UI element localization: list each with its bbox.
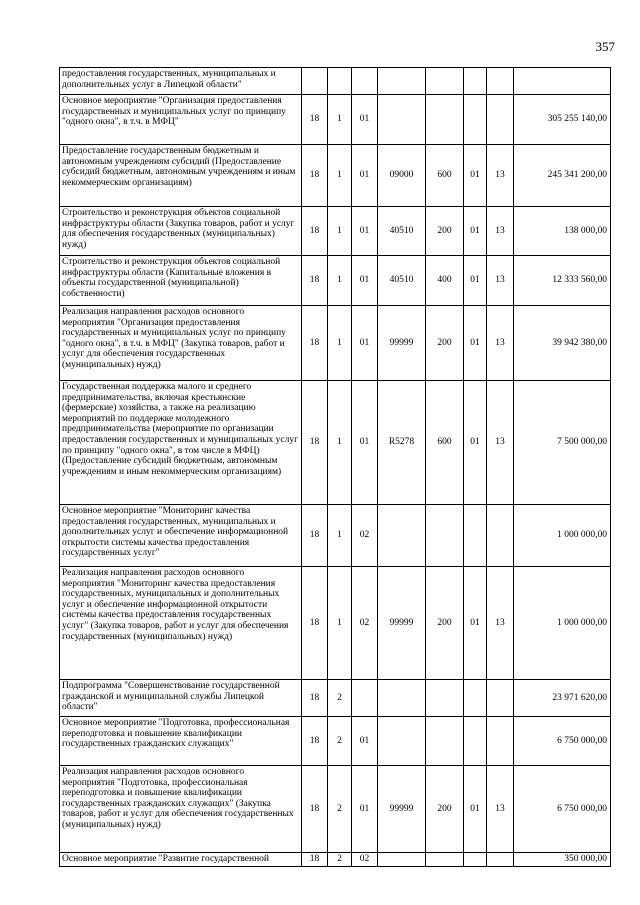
- amount-cell: 245 341 200,00: [514, 145, 611, 207]
- code-1-cell: 18: [302, 567, 328, 680]
- code-4-cell: [378, 95, 426, 145]
- code-4-cell: 40510: [378, 207, 426, 256]
- code-4-cell: [378, 853, 426, 867]
- table-row: [60, 306, 611, 381]
- row-name-cell: Строительство и реконструкция объектов социальной инфраструктуры области (Капитальные вложения в объекты государственной (муниципальной) собственности): [60, 256, 302, 306]
- page-number: 357: [595, 39, 615, 54]
- row-name-cell: Реализация направления расходов основного мероприятия "Мониторинг качества предоставления государственных, муниципальных и дополнительных услуг и обеспечение информационной открытости системы качества предоставления государственных услуг" (Закупка товаров, работ и услуг для обеспечения государственных (муниципальных) нужд): [60, 567, 302, 680]
- code-7-cell: 13: [487, 256, 514, 306]
- code-7-cell: [487, 505, 514, 567]
- code-2-cell: 1: [328, 145, 352, 207]
- code-4-cell: [378, 505, 426, 567]
- code-3-cell: 01: [352, 95, 378, 145]
- code-1-cell: 18: [302, 207, 328, 256]
- table-row: [60, 505, 611, 567]
- budget-table: [59, 67, 611, 867]
- row-name-cell: Реализация направления расходов основного мероприятия "Организация предоставления государственных и муниципальных услуг по принципу "одного окна", в т.ч. в МФЦ" (Закупка товаров, работ и услуг для обеспечения государственных (муниципальных) нужд): [60, 306, 302, 381]
- code-4-cell: [378, 717, 426, 766]
- code-3-cell: 01: [352, 207, 378, 256]
- code-1-cell: 18: [302, 505, 328, 567]
- code-2-cell: 1: [328, 505, 352, 567]
- code-5-cell: 200: [426, 567, 464, 680]
- code-1-cell: [302, 68, 328, 95]
- row-name-cell: Основное мероприятие "Подготовка, профессиональная переподготовка и повышение квалификации государственных гражданских служащих": [60, 717, 302, 766]
- row-name-cell: Реализация направления расходов основного мероприятия "Подготовка, профессиональная переподготовка и повышение квалификации государственных гражданских служащих" (Закупка товаров, работ и услуг для обеспечения государственных (муниципальных) нужд): [60, 766, 302, 853]
- amount-cell: [514, 68, 611, 95]
- code-1-cell: 18: [302, 256, 328, 306]
- code-7-cell: 13: [487, 381, 514, 505]
- code-6-cell: [464, 95, 487, 145]
- code-1-cell: 18: [302, 306, 328, 381]
- amount-cell: 1 000 000,00: [514, 505, 611, 567]
- table-row: [60, 95, 611, 145]
- row-name-cell: Основное мероприятие "Развитие государственной: [60, 853, 302, 867]
- code-2-cell: 1: [328, 95, 352, 145]
- code-5-cell: [426, 853, 464, 867]
- code-3-cell: 01: [352, 381, 378, 505]
- row-name-cell: Основное мероприятие "Мониторинг качества предоставления государственных, муниципальных и дополнительных услуг и обеспечение информационной открытости системы качества предоставления государственных услуг": [60, 505, 302, 567]
- code-6-cell: 01: [464, 381, 487, 505]
- code-3-cell: 02: [352, 853, 378, 867]
- code-2-cell: 2: [328, 717, 352, 766]
- code-2-cell: 2: [328, 853, 352, 867]
- table-body: [60, 68, 611, 867]
- amount-cell: 39 942 380,00: [514, 306, 611, 381]
- code-7-cell: 13: [487, 306, 514, 381]
- code-4-cell: R5278: [378, 381, 426, 505]
- code-7-cell: [487, 95, 514, 145]
- amount-cell: 6 750 000,00: [514, 766, 611, 853]
- code-3-cell: [352, 680, 378, 717]
- code-1-cell: 18: [302, 381, 328, 505]
- code-5-cell: 600: [426, 145, 464, 207]
- code-1-cell: 18: [302, 95, 328, 145]
- code-6-cell: [464, 68, 487, 95]
- code-2-cell: 1: [328, 207, 352, 256]
- code-5-cell: 200: [426, 207, 464, 256]
- code-5-cell: [426, 680, 464, 717]
- code-7-cell: [487, 717, 514, 766]
- table-row: [60, 766, 611, 853]
- row-name-cell: Подпрограмма "Совершенствование государственной гражданской и муниципальной службы Липецкой области": [60, 680, 302, 717]
- code-6-cell: 01: [464, 145, 487, 207]
- row-name-cell: Основное мероприятие "Организация предоставления государственных и муниципальных услуг по принципу "одного окна", в т.ч. в МФЦ": [60, 95, 302, 145]
- code-4-cell: 99999: [378, 567, 426, 680]
- code-2-cell: 1: [328, 306, 352, 381]
- code-3-cell: 01: [352, 145, 378, 207]
- code-2-cell: 2: [328, 680, 352, 717]
- code-3-cell: 01: [352, 306, 378, 381]
- table-row: [60, 567, 611, 680]
- code-4-cell: 40510: [378, 256, 426, 306]
- amount-cell: 6 750 000,00: [514, 717, 611, 766]
- code-5-cell: 400: [426, 256, 464, 306]
- code-6-cell: 01: [464, 567, 487, 680]
- code-7-cell: [487, 68, 514, 95]
- row-name-cell: Государственная поддержка малого и среднего предпринимательства, включая крестьянские (фермерские) хозяйства, а также на реализацию мероприятий по поддержке молодежного предпринимательства (мероприятие по организации предоставления государственных и муниципальных услуг по принципу "одного окна", в том числе в МФЦ) (Предоставление субсидий бюджетным, автономным учреждениям и иным некоммерческим организациям): [60, 381, 302, 505]
- code-6-cell: 01: [464, 256, 487, 306]
- code-4-cell: [378, 68, 426, 95]
- code-4-cell: 09000: [378, 145, 426, 207]
- table-row: [60, 145, 611, 207]
- code-1-cell: 18: [302, 717, 328, 766]
- code-5-cell: [426, 505, 464, 567]
- code-6-cell: [464, 717, 487, 766]
- code-2-cell: 1: [328, 256, 352, 306]
- code-1-cell: 18: [302, 145, 328, 207]
- code-5-cell: 200: [426, 766, 464, 853]
- code-6-cell: [464, 505, 487, 567]
- amount-cell: 7 500 000,00: [514, 381, 611, 505]
- code-1-cell: 18: [302, 680, 328, 717]
- code-6-cell: 01: [464, 306, 487, 381]
- table-row: [60, 853, 611, 867]
- code-1-cell: 18: [302, 853, 328, 867]
- code-3-cell: 01: [352, 256, 378, 306]
- code-1-cell: 18: [302, 766, 328, 853]
- code-2-cell: 1: [328, 567, 352, 680]
- table-row: [60, 256, 611, 306]
- code-6-cell: [464, 853, 487, 867]
- code-7-cell: 13: [487, 567, 514, 680]
- row-name-cell: Предоставление государственным бюджетным и автономным учреждениям субсидий (Предоставление субсидий бюджетным, автономным учреждениям и иным некоммерческим организациям): [60, 145, 302, 207]
- code-3-cell: 02: [352, 567, 378, 680]
- amount-cell: 1 000 000,00: [514, 567, 611, 680]
- amount-cell: 305 255 140,00: [514, 95, 611, 145]
- code-4-cell: 99999: [378, 306, 426, 381]
- code-7-cell: 13: [487, 207, 514, 256]
- code-3-cell: [352, 68, 378, 95]
- code-4-cell: 99999: [378, 766, 426, 853]
- code-5-cell: 600: [426, 381, 464, 505]
- row-name-cell: Строительство и реконструкция объектов социальной инфраструктуры области (Закупка товаров, работ и услуг для обеспечения государственных (муниципальных) нужд): [60, 207, 302, 256]
- table-row: [60, 717, 611, 766]
- table-row: [60, 680, 611, 717]
- code-2-cell: [328, 68, 352, 95]
- code-3-cell: 01: [352, 717, 378, 766]
- code-2-cell: 2: [328, 766, 352, 853]
- amount-cell: 23 971 620,00: [514, 680, 611, 717]
- code-5-cell: [426, 717, 464, 766]
- code-2-cell: 1: [328, 381, 352, 505]
- code-5-cell: 200: [426, 306, 464, 381]
- code-3-cell: 01: [352, 766, 378, 853]
- amount-cell: 350 000,00: [514, 853, 611, 867]
- code-7-cell: [487, 853, 514, 867]
- code-7-cell: 13: [487, 766, 514, 853]
- code-6-cell: [464, 680, 487, 717]
- code-6-cell: 01: [464, 207, 487, 256]
- code-7-cell: 13: [487, 145, 514, 207]
- table-row: [60, 381, 611, 505]
- code-4-cell: [378, 680, 426, 717]
- row-name-cell: предоставления государственных, муниципальных и дополнительных услуг в Липецкой области": [60, 68, 302, 95]
- code-6-cell: 01: [464, 766, 487, 853]
- amount-cell: 12 333 560,00: [514, 256, 611, 306]
- amount-cell: 138 000,00: [514, 207, 611, 256]
- code-3-cell: 02: [352, 505, 378, 567]
- table-row: [60, 207, 611, 256]
- code-5-cell: [426, 95, 464, 145]
- table-row: [60, 68, 611, 95]
- code-5-cell: [426, 68, 464, 95]
- code-7-cell: [487, 680, 514, 717]
